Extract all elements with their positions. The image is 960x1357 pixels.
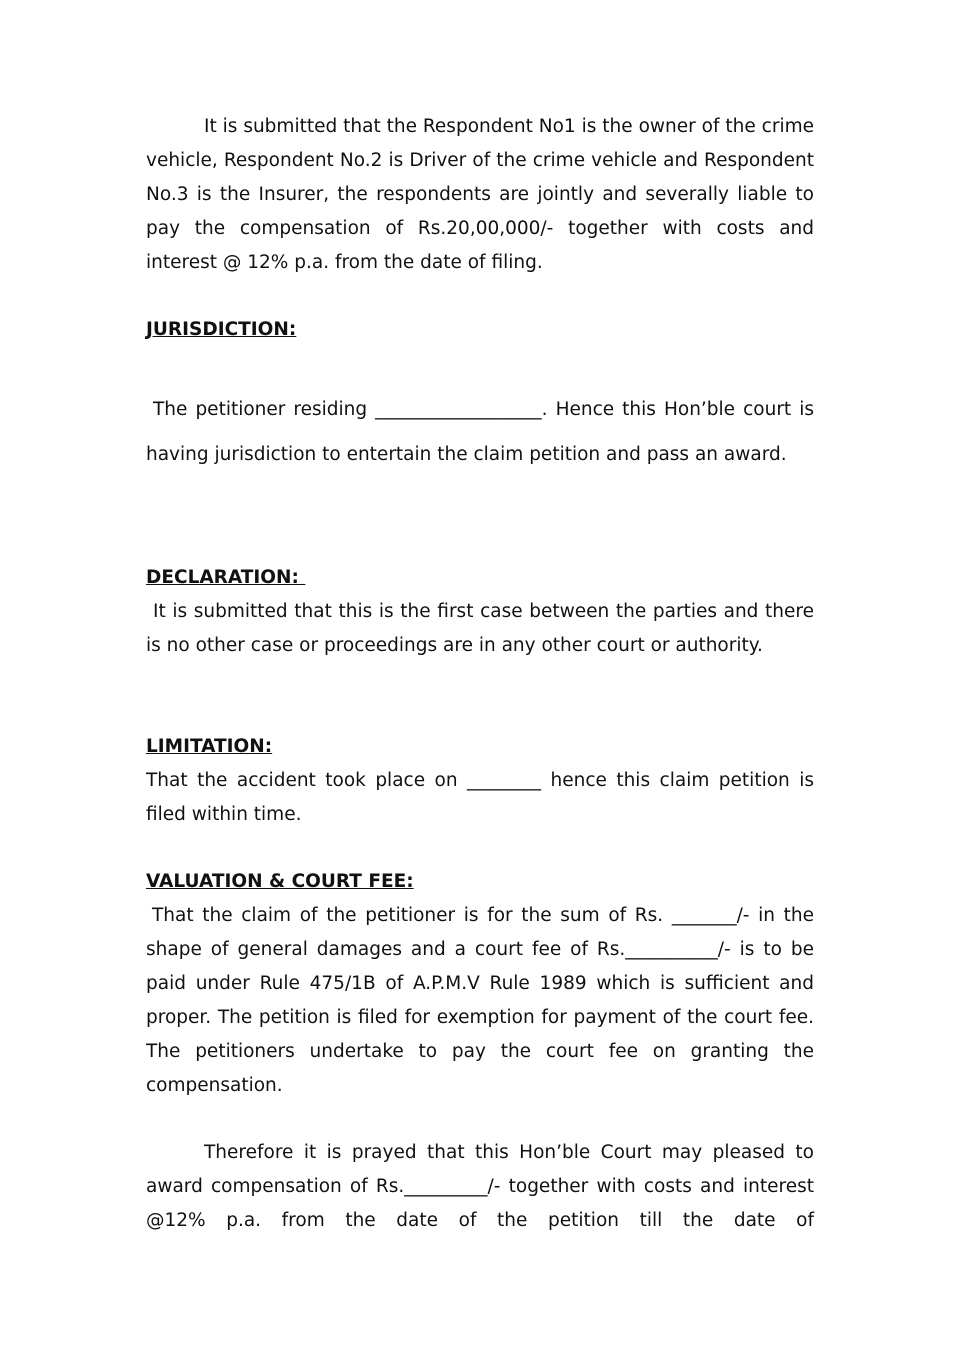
intro-paragraph: It is submitted that the Respondent No1 is the owner of the crime vehicle, Respondent No.2 is Driver of the crime vehicle and Respondent No.3 is the Insurer, the respondents are jointly and severally liable to pay the compensation of Rs.20,00,000/- together with costs and interest @ 12% p.a. from the date of filing.: [146, 116, 814, 273]
declaration-paragraph: It is submitted that this is the first case between the parties and there is no other case or proceedings are in any other court or authority.: [146, 601, 814, 656]
jurisdiction-paragraph: The petitioner residing __________________. Hence this Hon’ble court is having jurisdiction to entertain the claim petition and pass an award.: [146, 399, 814, 465]
limitation-heading: LIMITATION:: [146, 736, 273, 757]
jurisdiction-heading: JURISDICTION:: [146, 319, 297, 340]
declaration-heading: DECLARATION:: [146, 567, 306, 588]
prayer-paragraph: Therefore it is prayed that this Hon’ble Court may pleased to award compensation of Rs._________/- together with costs and interest @12% p.a. from the date of the petition till the date of: [146, 1142, 814, 1231]
valuation-paragraph: That the claim of the petitioner is for the sum of Rs. _______/- in the shape of general damages and a court fee of Rs.__________/- is to be paid under Rule 475/1B of A.P.M.V Rule 1989 which is sufficient and proper. The petition is filed for exemption for payment of the court fee. The petitioners undertake to pay the court fee on granting the compensation.: [146, 905, 814, 1096]
valuation-heading: VALUATION & COURT FEE:: [146, 871, 414, 892]
limitation-paragraph: That the accident took place on ________ hence this claim petition is filed within time.: [146, 770, 814, 825]
